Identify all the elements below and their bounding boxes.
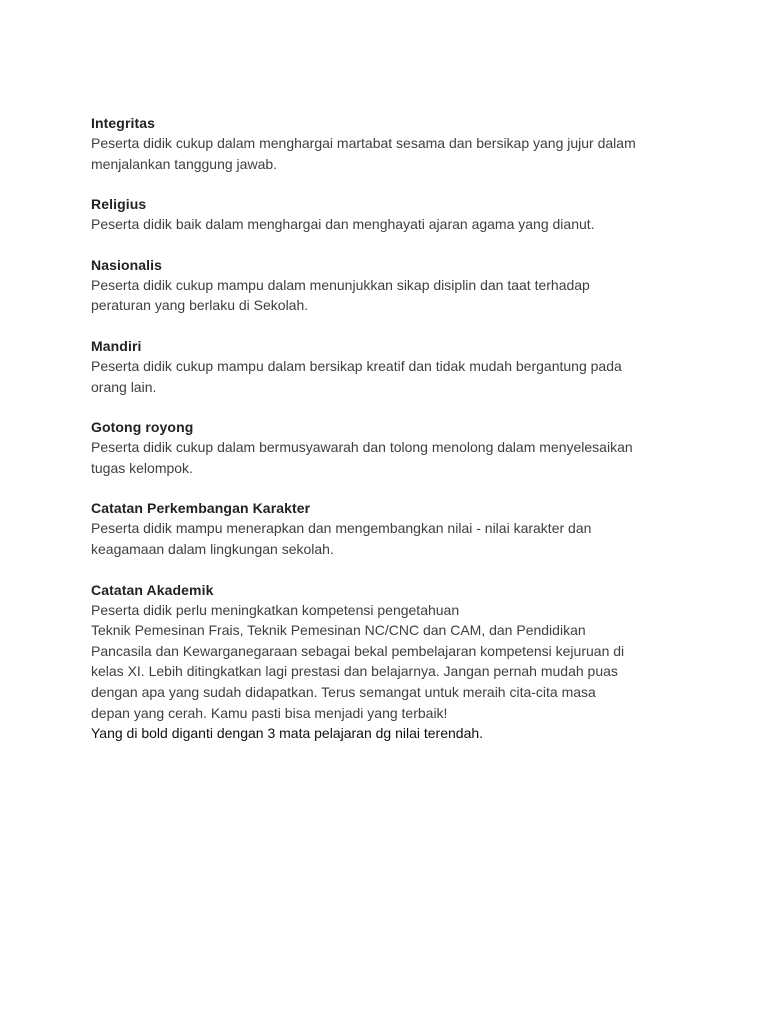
section-integritas (91, 113, 691, 174)
section-line: Peserta didik cukup mampu dalam menunjukkan sikap disiplin dan taat terhadap (91, 276, 590, 293)
section-line: dengan apa yang sudah didapatkan. Terus semangat untuk meraih cita-cita masa (91, 683, 596, 700)
section-heading: Mandiri (91, 337, 142, 354)
section-line: depan yang cerah. Kamu pasti bisa menjadi yang terbaik! (91, 704, 448, 721)
section-religius (91, 194, 691, 235)
section-line: Peserta didik cukup mampu dalam bersikap kreatif dan tidak mudah bergantung pada (91, 357, 622, 374)
section-heading: Catatan Akademik (91, 581, 214, 598)
section-catatan-karakter (91, 498, 691, 559)
instruction-note: Yang di bold diganti dengan 3 mata pelajaran dg nilai terendah. (91, 725, 484, 742)
section-line: Peserta didik perlu meningkatkan kompetensi pengetahuan (91, 601, 460, 618)
section-line: Pancasila dan Kewarganegaraan sebagai bekal pembelajaran kompetensi kejuruan di (91, 642, 625, 659)
section-line: Peserta didik cukup dalam menghargai martabat sesama dan bersikap yang jujur dalam (91, 135, 636, 151)
section-line: kelas XI. Lebih ditingkatkan lagi prestasi dan belajarnya. Jangan pernah mudah puas (91, 663, 618, 680)
section-line: Teknik Pemesinan Frais, Teknik Pemesinan NC/CNC dan CAM, dan Pendidikan (91, 622, 586, 639)
section-line: Peserta didik baik dalam menghargai dan menghayati ajaran agama yang dianut. (91, 216, 595, 233)
section-heading: Catatan Perkembangan Karakter (91, 500, 311, 517)
section-line: menjalankan tanggung jawab. (91, 155, 278, 172)
section-line: keagamaan dalam lingkungan sekolah. (91, 540, 334, 557)
section-line: tugas kelompok. (91, 459, 193, 476)
section-line: Peserta didik cukup dalam bermusyawarah dan tolong menolong dalam menyelesaikan (91, 439, 633, 456)
section-mandiri (91, 336, 691, 397)
section-heading: Nasionalis (91, 256, 163, 273)
section-gotong-royong (91, 417, 691, 478)
section-line: Peserta didik mampu menerapkan dan mengembangkan nilai - nilai karakter dan (91, 520, 592, 537)
section-line: peraturan yang berlaku di Sekolah. (91, 297, 309, 314)
section-heading: Religius (91, 196, 147, 213)
section-line: orang lain. (91, 378, 157, 395)
document-page (91, 113, 691, 764)
section-catatan-akademik (91, 580, 691, 744)
section-heading: Gotong royong (91, 419, 194, 436)
section-heading: Integritas (91, 115, 156, 131)
section-nasionalis (91, 255, 691, 316)
